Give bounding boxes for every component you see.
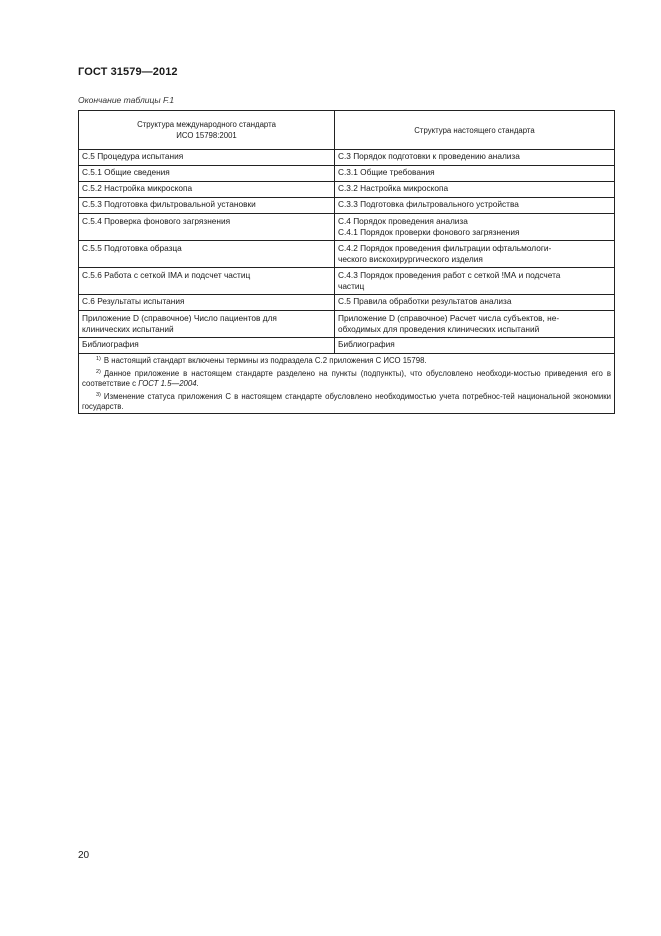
cell-national: С.5 Правила обработки результатов анализа <box>335 295 615 311</box>
table-row <box>79 182 615 198</box>
cell-national: С.3.2 Настройка микроскопа <box>335 182 615 198</box>
page-number: 20 <box>78 850 90 861</box>
cell-national: С.4 Порядок проведения анализа С.4.1 Порядок проверки фонового загрязнения <box>335 214 615 241</box>
cell-international: Приложение D (справочное) Число пациентов для клинических испытаний <box>79 311 335 338</box>
table-row <box>79 214 615 241</box>
cell-national: С.3 Порядок подготовки к проведению анализа <box>335 150 615 166</box>
column-header-national: Структура настоящего стандарта <box>335 111 615 150</box>
footnote: $^{2)}$ Данное приложение в настоящем стандарте разделено на пункты (подпункты), что обусловлено необходи-мостью приведения его в соответствие с ГОСТ 1.5—2004. <box>82 368 611 388</box>
table-notes-row <box>79 354 615 414</box>
footnote: $^{1)}$ В настоящий стандарт включены термины из подраздела С.2 приложения С ИСО 15798. <box>96 356 427 365</box>
cell-international: С.5.6 Работа с сеткой IMA и подсчет частиц <box>79 268 335 295</box>
table-row <box>79 198 615 214</box>
cell-national: Библиография <box>335 338 615 354</box>
table-row <box>79 166 615 182</box>
table-caption: Окончание таблицы F.1 <box>78 95 175 105</box>
table-row <box>79 150 615 166</box>
table-footnotes <box>79 354 615 414</box>
footnote: $^{3)}$ Изменение статуса приложения С в настоящем стандарте обусловлено необходимостью учета потребнос-тей национальной экономики государств. <box>82 391 611 411</box>
table-header-row <box>79 111 615 150</box>
cell-international: С.6 Результаты испытания <box>79 295 335 311</box>
correspondence-table <box>78 110 615 414</box>
cell-international: С.5.1 Общие сведения <box>79 166 335 182</box>
cell-national: С.3.1 Общие требования <box>335 166 615 182</box>
cell-international: С.5 Процедура испытания <box>79 150 335 166</box>
standard-reference: ГОСТ 1.5—2004 <box>138 379 197 388</box>
cell-national: С.4.3 Порядок проведения работ с сеткой !МА и подсчета частиц <box>335 268 615 295</box>
column-header-international: Структура международного стандарта ИСО 15798:2001 <box>79 111 335 150</box>
cell-international: С.5.5 Подготовка образца <box>79 241 335 268</box>
cell-national: Приложение D (справочное) Расчет числа субъектов, не- обходимых для проведения клинических испытаний <box>335 311 615 338</box>
cell-international: Библиография <box>79 338 335 354</box>
document-title: ГОСТ 31579—2012 <box>78 66 178 78</box>
cell-international: С.5.3 Подготовка фильтровальной установки <box>79 198 335 214</box>
cell-international: С.5.4 Проверка фонового загрязнения <box>79 214 335 241</box>
cell-national: С.4.2 Порядок проведения фильтрации офтальмологи- ческого вискохирургического изделия <box>335 241 615 268</box>
table-row <box>79 241 615 268</box>
table-row <box>79 338 615 354</box>
table-row <box>79 268 615 295</box>
table-row <box>79 311 615 338</box>
table-row <box>79 295 615 311</box>
cell-international: С.5.2 Настройка микроскопа <box>79 182 335 198</box>
cell-national: С.3.3 Подготовка фильтровального устройства <box>335 198 615 214</box>
